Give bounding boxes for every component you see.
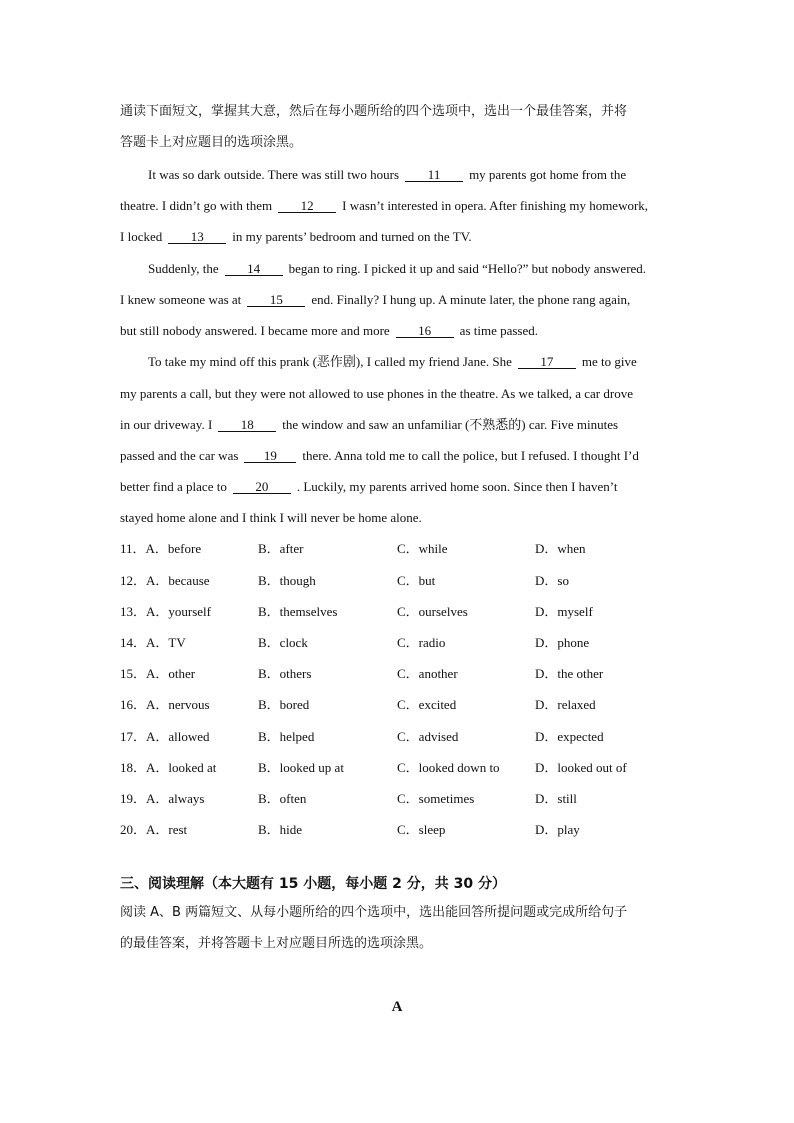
passage-line: stayed home alone and I think I will never be home alone. [120, 510, 422, 525]
option-a[interactable]: 13．A．yourself [120, 604, 211, 619]
passage-line: I locked 13 in my parents’ bedroom and turned on the TV. [120, 229, 472, 244]
option-d[interactable]: D．phone [535, 635, 590, 650]
passage-line: passed and the car was 19 there. Anna told me to call the police, but I refused. I thought I’d [120, 448, 639, 463]
passage-line: theatre. I didn’t go with them 12 I wasn’t interested in opera. After finishing my homework, [120, 198, 649, 213]
blank-13: 13 [168, 230, 226, 244]
passage-line: but still nobody answered. I became more and more 16 as time passed. [120, 323, 539, 338]
option-d[interactable]: D．so [535, 573, 569, 588]
blank-20: 20 [233, 480, 291, 494]
section-heading: 三、阅读理解（本大题有 15 小题，每小题 2 分，共 30 分） [120, 876, 506, 892]
option-d[interactable]: D．looked out of [535, 760, 627, 775]
option-d[interactable]: D．relaxed [535, 697, 596, 712]
option-a[interactable]: 12．A．because [120, 573, 210, 588]
blank-12: 12 [278, 199, 336, 213]
instruction-line-1: 通读下面短文，掌握其大意，然后在每小题所给的四个选项中，选出一个最佳答案，并将 [120, 104, 628, 119]
option-d[interactable]: D．play [535, 822, 580, 837]
option-a[interactable]: 19．A．always [120, 791, 205, 806]
passage-line: To take my mind off this prank (恶作剧), I called my friend Jane. She 17 me to give [148, 354, 637, 369]
option-c[interactable]: C．while [397, 541, 448, 556]
passage-line: better find a place to 20 . Luckily, my parents arrived home soon. Since then I haven’t [120, 479, 618, 494]
section-instruction-line-2: 的最佳答案，并将答题卡上对应题目所选的选项涂黑。 [120, 936, 433, 951]
option-b[interactable]: B．looked up at [258, 760, 344, 775]
blank-14: 14 [225, 262, 283, 276]
option-d[interactable]: D．still [535, 791, 577, 806]
option-a[interactable]: 16．A．nervous [120, 697, 210, 712]
blank-11: 11 [405, 168, 463, 182]
option-b[interactable]: B．after [258, 541, 304, 556]
option-d[interactable]: D．when [535, 541, 586, 556]
option-d[interactable]: D．the other [535, 666, 604, 681]
option-c[interactable]: C．looked down to [397, 760, 500, 775]
option-b[interactable]: B．themselves [258, 604, 338, 619]
part-label: A [391, 999, 403, 1015]
option-c[interactable]: C．radio [397, 635, 446, 650]
option-b[interactable]: B．others [258, 666, 312, 681]
blank-15: 15 [247, 293, 305, 307]
option-a[interactable]: 20．A．rest [120, 822, 188, 837]
option-b[interactable]: B．though [258, 573, 316, 588]
passage-line: It was so dark outside. There was still two hours 11 my parents got home from the [148, 167, 627, 182]
passage-line: my parents a call, but they were not allowed to use phones in the theatre. As we talked, a car drove [120, 386, 633, 401]
option-a[interactable]: 14．A．TV [120, 635, 186, 650]
option-a[interactable]: 15．A．other [120, 666, 196, 681]
blank-16: 16 [396, 324, 454, 338]
blank-17: 17 [518, 355, 576, 369]
option-d[interactable]: D．myself [535, 604, 593, 619]
option-b[interactable]: B．hide [258, 822, 303, 837]
option-b[interactable]: B．helped [258, 729, 315, 744]
option-c[interactable]: C．another [397, 666, 458, 681]
option-c[interactable]: C．sometimes [397, 791, 475, 806]
option-b[interactable]: B．bored [258, 697, 310, 712]
option-c[interactable]: C．ourselves [397, 604, 468, 619]
option-b[interactable]: B．often [258, 791, 307, 806]
passage-line: I knew someone was at 15 end. Finally? I hung up. A minute later, the phone rang again, [120, 292, 631, 307]
option-c[interactable]: C．excited [397, 697, 457, 712]
option-a[interactable]: 18．A．looked at [120, 760, 217, 775]
passage-line: in our driveway. I 18 the window and saw an unfamiliar (不熟悉的) car. Five minutes [120, 417, 619, 432]
blank-19: 19 [244, 449, 296, 463]
option-c[interactable]: C．but [397, 573, 436, 588]
option-b[interactable]: B．clock [258, 635, 308, 650]
option-c[interactable]: C．advised [397, 729, 459, 744]
option-d[interactable]: D．expected [535, 729, 604, 744]
option-c[interactable]: C．sleep [397, 822, 446, 837]
passage-line: Suddenly, the 14 began to ring. I picked it up and said “Hello?” but nobody answered. [148, 261, 647, 276]
option-a[interactable]: 11．A．before [120, 541, 202, 556]
instruction-line-2: 答题卡上对应题目的选项涂黑。 [120, 135, 303, 150]
section-instruction-line-1: 阅读 A、B 两篇短文、从每小题所给的四个选项中，选出能回答所提问题或完成所给句子 [120, 905, 628, 920]
blank-18: 18 [218, 418, 276, 432]
option-a[interactable]: 17．A．allowed [120, 729, 210, 744]
